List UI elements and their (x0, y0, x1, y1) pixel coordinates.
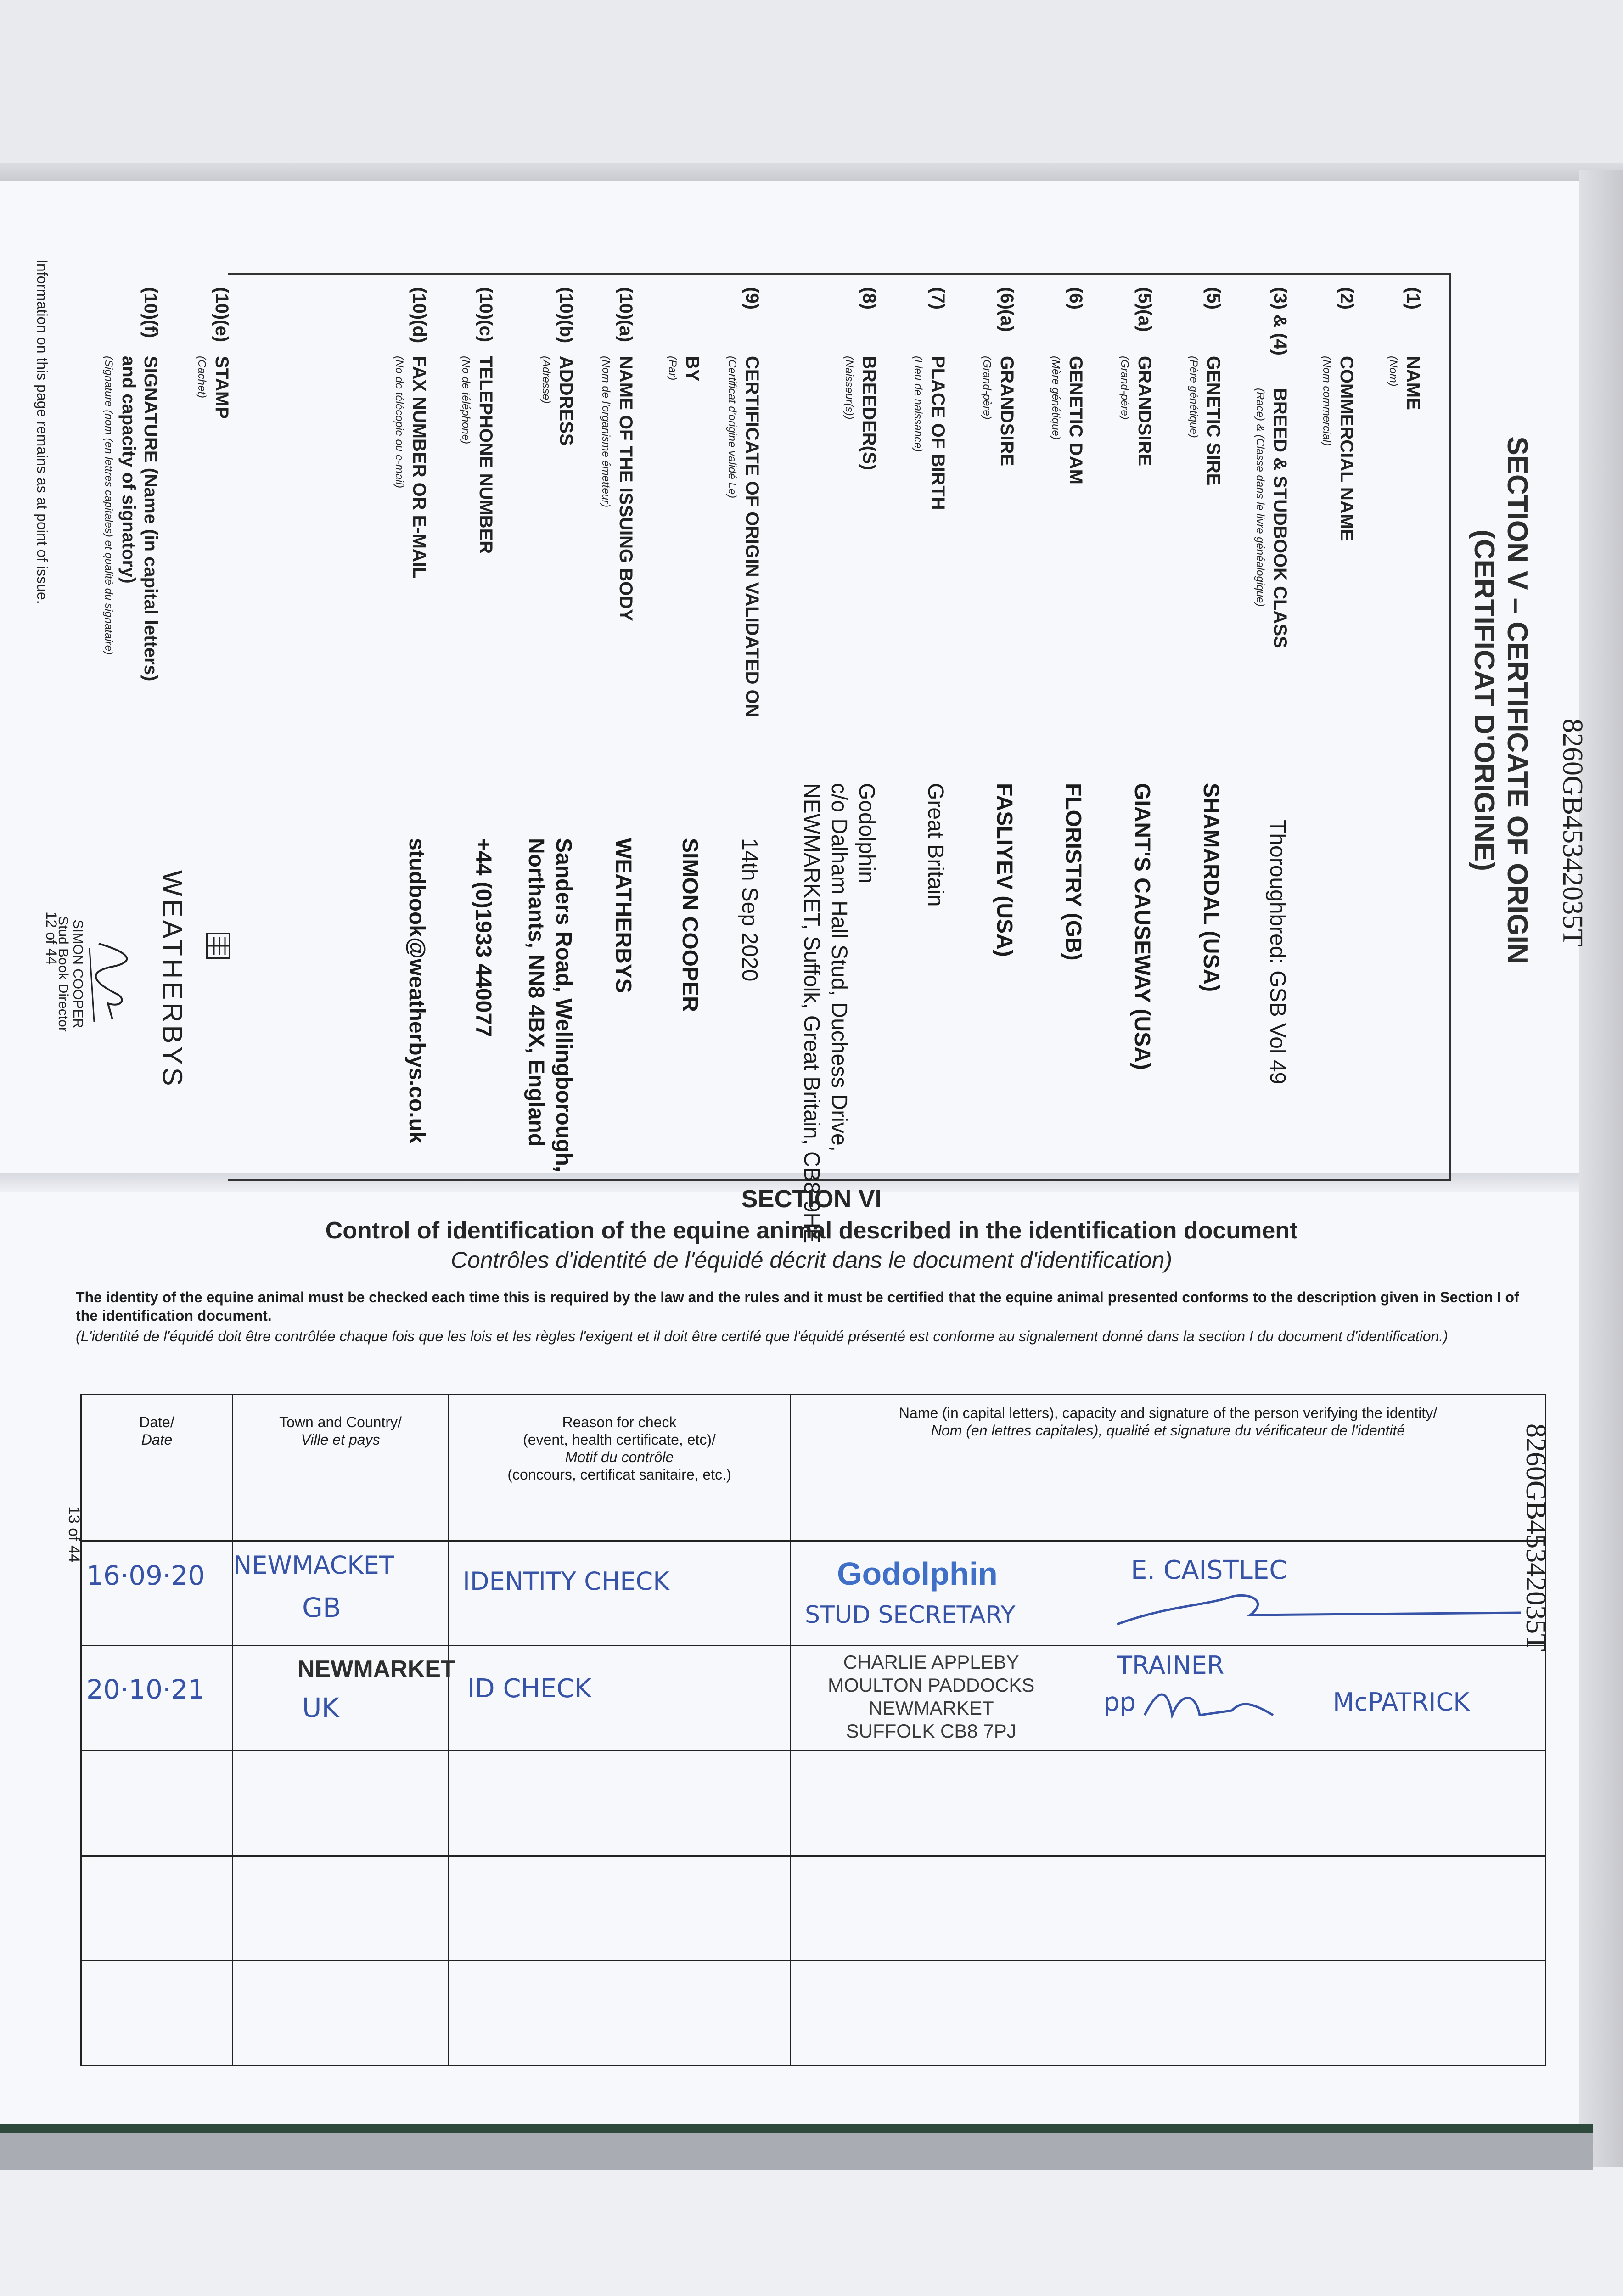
cell-town (233, 1961, 449, 2066)
table-row (81, 1961, 1546, 2066)
row-number: (10)(c) (476, 287, 496, 343)
row-number: (7) (928, 287, 948, 310)
header-en: Name (in capital letters), capacity and signature of the person verifying the identity/ (899, 1405, 1438, 1421)
section-vi-title: SECTION VI (741, 1185, 882, 1213)
table-row (81, 1646, 1546, 1751)
table-row (81, 1856, 1546, 1961)
row-value: Sanders Road, Wellingborough, (551, 838, 576, 1172)
page-number: 12 of 44 (43, 912, 60, 965)
row-label: FAX NUMBER OR E-MAIL (409, 356, 429, 579)
row-sublabel: (Naisseur(s)) (843, 356, 855, 420)
cell-town (233, 1541, 449, 1646)
breeder-address-line: c/o Dalham Hall Stud, Duchess Drive, (827, 783, 851, 1152)
header-fr: Nom (en lettres capitales), qualité et signature du vérificateur de l'identité (931, 1422, 1405, 1439)
table-row (81, 1541, 1546, 1646)
header-date (81, 1395, 233, 1541)
cell-verifier (791, 1646, 1546, 1751)
cell-reason (449, 1961, 791, 2066)
section-v-title-fr: (CERTIFICAT D'ORIGINE) (1468, 529, 1500, 871)
row-sublabel: (Grand-père) (1118, 356, 1131, 420)
row-value: SHAMARDAL (USA) (1199, 783, 1223, 992)
header-fr: Date (141, 1431, 173, 1448)
stamp-line: SUFFOLK CB8 7PJ (846, 1720, 1016, 1742)
row-sublabel: (Mère génétique) (1050, 356, 1062, 440)
handwritten-date: 20·10·21 (86, 1674, 205, 1705)
instruction-note-fr: (L'identité de l'équidé doit être contrôlée chaque fois que les lois et les règles l'exigent et il doit être certifé que l'équidé présenté est conforme au signalement donné dans la section I du document d'identification.) (76, 1328, 1448, 1345)
handwritten-date: 16·09·20 (86, 1559, 205, 1591)
header-verifier (791, 1395, 1546, 1541)
cover-edge-bottom (0, 2124, 1593, 2133)
footer-note: Information on this page remains as at point of issue. (34, 259, 51, 604)
page-number: 13 of 44 (65, 1506, 83, 1563)
header-en: Reason for check (562, 1414, 677, 1430)
row-value: Great Britain (923, 783, 948, 907)
stamp-wordmark: WEATHERBYS (157, 870, 188, 1089)
yard-stamp (828, 1651, 1034, 1743)
document-ref-right: 8260GB45342035T (1520, 1424, 1551, 1651)
cell-date (81, 1751, 233, 1856)
row-label: SIGNATURE (Name (in capital letters) (140, 356, 161, 681)
cell-verifier (791, 1961, 1546, 2066)
handwritten-country: GB (302, 1592, 341, 1623)
row-label: NAME OF THE ISSUING BODY (616, 356, 636, 621)
stamp-line: CHARLIE APPLEBY (843, 1651, 1019, 1673)
row-number: (5)(a) (1134, 287, 1155, 332)
row-sublabel: (Père génétique) (1187, 356, 1200, 438)
header-en: Town and Country/ (279, 1414, 402, 1430)
section-v-title-en: SECTION V – CERTIFICATE OF ORIGIN (1501, 436, 1533, 964)
header-fr: (concours, certificat sanitaire, etc.) (507, 1466, 731, 1483)
row-value: 14th Sep 2020 (737, 838, 762, 982)
instruction-note: The identity of the equine animal must be checked each time this is required by the law and the rules and it must be certified that the equine animal presented conforms to the description given in Section I of the identification document. (76, 1289, 1519, 1324)
row-value: +44 (0)1933 440077 (471, 838, 495, 1037)
cell-town (233, 1751, 449, 1856)
row-number: (10)(a) (616, 287, 636, 343)
row-number: (8) (859, 287, 879, 310)
row-label: GENETIC DAM (1066, 356, 1086, 484)
row-sublabel: (No de télécopie ou e-mail) (393, 356, 405, 489)
stamp-line: NEWMARKET (868, 1697, 994, 1719)
row-label: BREEDER(S) (859, 356, 879, 470)
cell-date (81, 1646, 233, 1751)
cell-town (233, 1646, 455, 1751)
row-value: studbook@weatherbys.co.uk (404, 838, 429, 1144)
cell-town (233, 1856, 449, 1961)
row-sublabel: (Nom de l'organisme émetteur) (600, 356, 612, 508)
breeder-address-line: NEWMARKET, Suffolk, Great Britain, CB8 9HE (799, 783, 824, 1244)
row-number: (3) & (4) (1270, 287, 1290, 355)
header-town (233, 1395, 449, 1541)
handwritten-reason: IDENTITY CHECK (463, 1566, 669, 1596)
row-label: NAME (1403, 356, 1423, 410)
row-number: (10)(b) (556, 287, 576, 343)
row-number: (2) (1337, 287, 1357, 310)
row-label: ADDRESS (556, 356, 576, 446)
row-label: GRANDSIRE (997, 356, 1017, 467)
row-value: FLORISTRY (GB) (1061, 783, 1085, 961)
cell-verifier (791, 1856, 1546, 1961)
row-sublabel: (Lieu de naissance) (912, 356, 924, 452)
row-number: (5) (1203, 287, 1224, 310)
address-line: Northants, NN8 4BX, England (524, 838, 548, 1147)
row-number: (9) (742, 287, 762, 310)
row-sublabel: (Grand-père) (981, 356, 993, 420)
row-sublabel: (No de téléphone) (460, 356, 472, 445)
row-number: (10)(d) (409, 287, 429, 343)
row-sublabel: (Signature (nom (en lettres capitales) et qualité du signataire) (102, 356, 115, 655)
row-label: PLACE OF BIRTH (928, 356, 948, 510)
cell-reason (449, 1751, 791, 1856)
row-value: Godolphin (854, 783, 879, 884)
row-label: GRANDSIRE (1134, 356, 1155, 467)
scanner-edge (0, 163, 1623, 181)
row-sublabel: (Nom) (1387, 356, 1399, 387)
signatory-title: Stud Book Director (56, 916, 71, 1032)
row-label: BY (682, 356, 702, 382)
row-sublabel: (Adresse) (540, 356, 552, 404)
row-sublabel: (Nom commercial) (1320, 356, 1333, 446)
per-pro-mark: pp (1103, 1688, 1136, 1718)
row-label-continued: and capacity of signatory) (118, 356, 139, 584)
row-sublabel: (Race) & (Classe dans le livre généalogique) (1254, 388, 1266, 607)
verifier-capacity: TRAINER (1117, 1651, 1224, 1680)
row-label: COMMERCIAL NAME (1337, 356, 1357, 541)
row-value: GIANT'S CAUSEWAY (USA) (1130, 783, 1154, 1070)
header-fr: Ville et pays (301, 1431, 380, 1448)
cell-date (81, 1541, 233, 1646)
signatory (56, 916, 85, 1032)
row-label: TELEPHONE NUMBER (476, 356, 496, 554)
row-label: CERTIFICATE OF ORIGIN VALIDATED ON (742, 356, 762, 717)
table-row (81, 1751, 1546, 1856)
signature-scribble (80, 934, 140, 1026)
cell-date (81, 1961, 233, 2066)
cell-verifier (791, 1751, 1546, 1856)
handwritten-town: NEWMARKET (298, 1656, 455, 1683)
weatherbys-crest-icon (202, 930, 234, 962)
table-header (81, 1395, 1546, 1541)
row-label: BREED & STUDBOOK CLASS (1270, 388, 1290, 648)
section-vi-subtitle-fr: Contrôles d'identité de l'équidé décrit dans le document d'identification) (450, 1247, 1173, 1273)
row-number: (6) (1066, 287, 1086, 310)
header-reason (449, 1395, 791, 1541)
row-label: GENETIC SIRE (1203, 356, 1224, 486)
handwritten-town: NEWMACKET (233, 1550, 394, 1580)
identity-check-table (80, 1394, 1546, 2066)
section-vi-subtitle: Control of identification of the equine animal described in the identification document (325, 1217, 1298, 1244)
cell-date (81, 1856, 233, 1961)
verifier-capacity: STUD SECRETARY (805, 1601, 1016, 1629)
row-value: SIMON COOPER (678, 838, 702, 1012)
verifier-name: E. CAISTLEC (1131, 1555, 1287, 1585)
verifier-name: McPATRICK (1333, 1688, 1470, 1717)
handwritten-reason: ID CHECK (467, 1674, 591, 1704)
row-number: (6)(a) (997, 287, 1017, 332)
row-number: (10)(f) (140, 287, 161, 338)
section-v-title (1467, 259, 1533, 1141)
handwritten-country: UK (302, 1692, 339, 1724)
header-en: Date/ (139, 1414, 174, 1430)
cell-verifier (791, 1541, 1546, 1646)
row-number: (10)(e) (212, 287, 232, 343)
cell-reason (449, 1856, 791, 1961)
document-ref-top: 8260GB45342035T (1557, 719, 1588, 946)
verifier-signature (1112, 1587, 1526, 1638)
row-value: Thoroughbred: GSB Vol 49 (1265, 820, 1290, 1085)
row-sublabel: (Cachet) (196, 356, 208, 399)
header-fr: Motif du contrôle (565, 1449, 674, 1465)
cell-reason (449, 1541, 791, 1646)
signatory-name: SIMON COOPER (70, 919, 85, 1029)
row-value: WEATHERBYS (611, 838, 635, 993)
scan-background (0, 0, 1623, 170)
row-value: FASLIYEV (USA) (992, 783, 1016, 957)
row-sublabel: (Certificat d'origine validé Le) (726, 356, 738, 499)
row-sublabel: (Par) (666, 356, 679, 381)
godolphin-stamp: Godolphin (837, 1555, 998, 1592)
verifier-signature (1140, 1683, 1278, 1729)
cell-reason (449, 1646, 791, 1751)
scan-bottom (0, 2133, 1593, 2170)
stamp-line: MOULTON PADDOCKS (828, 1674, 1035, 1696)
header-en: (event, health certificate, etc)/ (523, 1431, 716, 1448)
row-number: (1) (1403, 287, 1423, 310)
row-label: STAMP (212, 356, 232, 419)
